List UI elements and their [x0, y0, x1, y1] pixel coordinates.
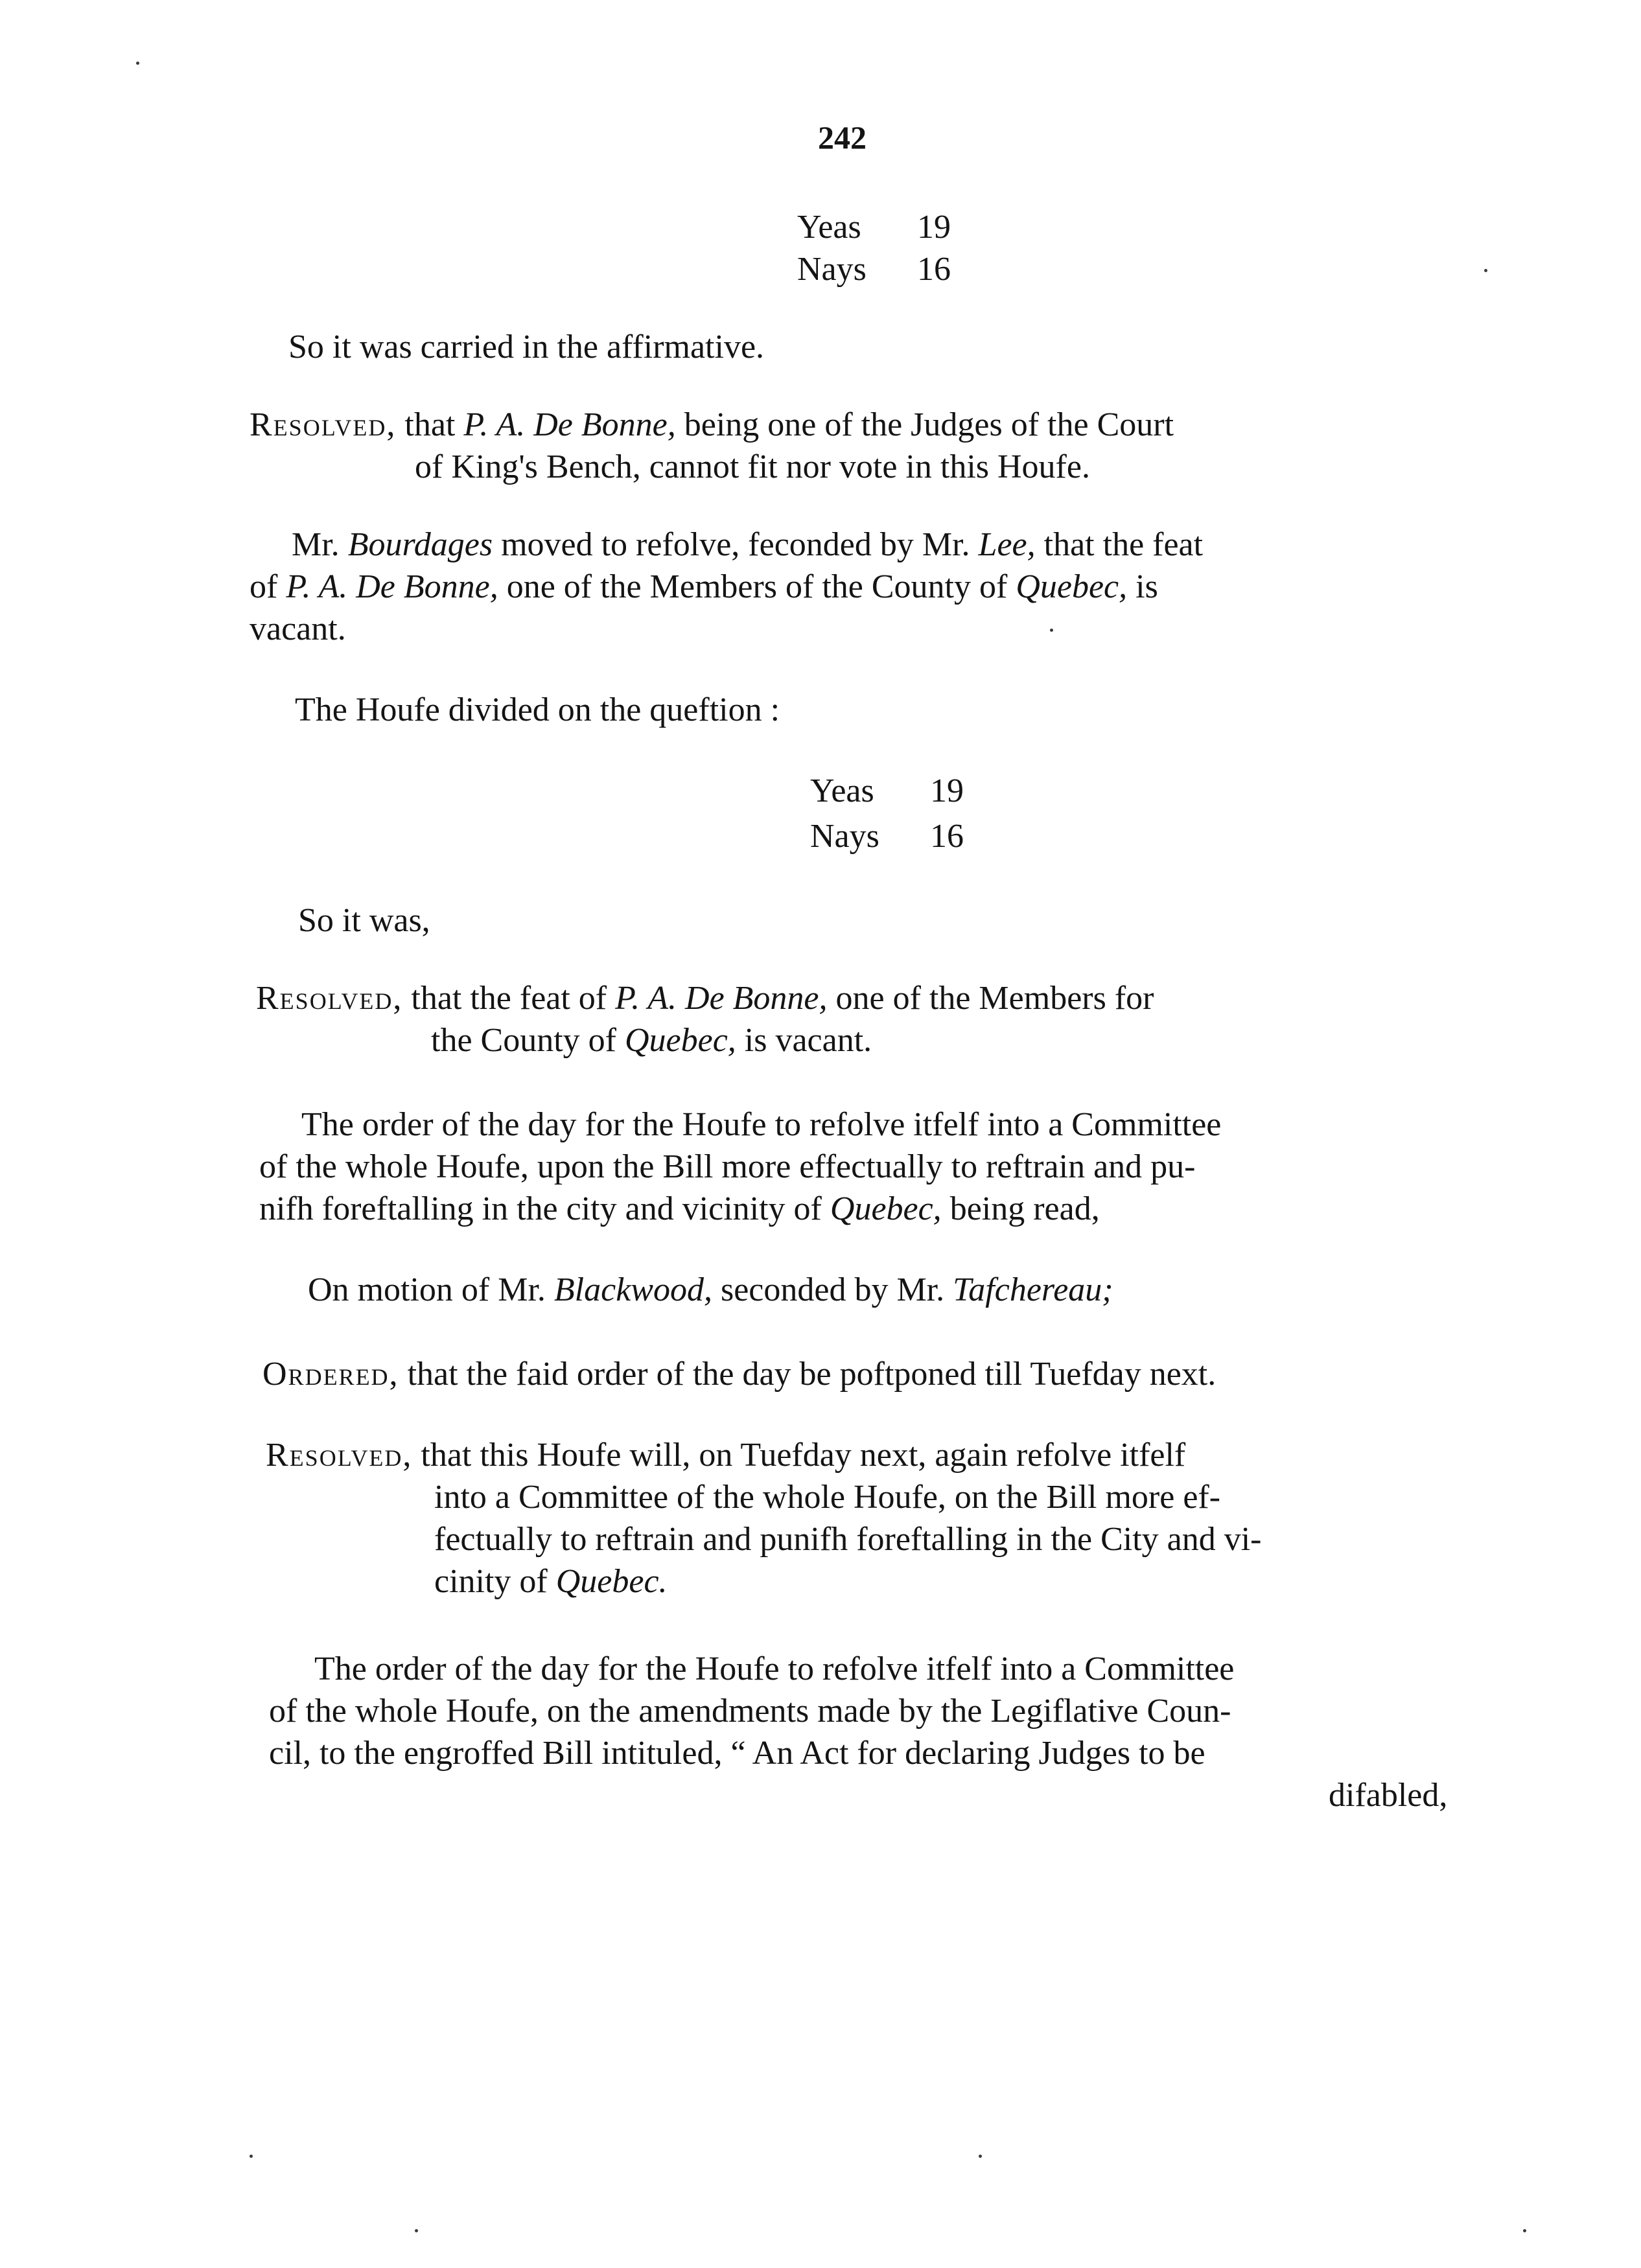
scan-speck — [136, 62, 139, 65]
order-2-line-1: The order of the day for the Houfe to refolve itfelf into a Committee — [314, 1650, 1235, 1687]
resolution-2-line-1 — [256, 982, 1154, 1015]
motion-2 — [308, 1273, 1113, 1307]
person-name: Blackwood, — [553, 1271, 712, 1308]
resolution-1-line-1 — [250, 408, 1174, 442]
yeas-label: Yeas — [797, 209, 861, 246]
text-run: one of the Members for — [827, 980, 1154, 1017]
ordered-statement — [262, 1358, 1216, 1391]
resolution-2-line-2 — [431, 1024, 872, 1058]
place-name: Quebec, — [830, 1190, 942, 1227]
resolution-3-line-3: fectually to reftrain and punifh foreftalling in the City and vi- — [434, 1521, 1262, 1558]
person-name: P. A. De Bonne, — [463, 406, 676, 443]
text-run: the County of — [431, 1022, 625, 1059]
ordered-keyword: Ordered, — [262, 1356, 399, 1393]
person-name: P. A. De Bonne, — [286, 568, 498, 605]
resolved-keyword: Resolved, — [266, 1437, 413, 1474]
text-run: nifh foreftalling in the city and vicinity of — [259, 1190, 830, 1227]
text-run: seconded by Mr. — [712, 1271, 953, 1308]
person-name: Bourdages — [347, 526, 493, 563]
text-run: On motion of Mr. — [308, 1271, 554, 1308]
scan-speck — [1050, 629, 1053, 632]
scan-speck — [415, 2229, 418, 2232]
place-name: Quebec, — [1016, 568, 1128, 605]
carried-statement: So it was carried in the affirmative. — [288, 329, 765, 365]
text-run: is — [1127, 568, 1158, 605]
order-2-line-3: cil, to the engroffed Bill intituled, “ An Act for declaring Judges to be — [269, 1735, 1205, 1772]
resolution-3-line-1 — [266, 1439, 1185, 1472]
order-1-line-2: of the whole Houfe, upon the Bill more effectually to reftrain and pu- — [259, 1148, 1196, 1185]
text-run: one of the Members of the County of — [498, 568, 1016, 605]
scan-speck — [1484, 269, 1487, 272]
nays-label: Nays — [797, 251, 867, 288]
text-run: Mr. — [292, 526, 348, 563]
text-run: that — [396, 406, 464, 443]
division-statement: The Houfe divided on the queftion : — [295, 691, 780, 728]
scan-speck — [1523, 2229, 1526, 2232]
person-name: Lee, — [978, 526, 1036, 563]
yeas-label: Yeas — [810, 772, 874, 809]
order-1-line-1: The order of the day for the Houfe to refolve itfelf into a Committee — [301, 1106, 1222, 1143]
text-run: is vacant. — [736, 1022, 872, 1059]
text-run: cinity of — [434, 1563, 556, 1600]
text-run: being one of the Judges of the Court — [675, 406, 1174, 443]
text-run: being read, — [941, 1190, 1100, 1227]
yeas-count: 19 — [917, 209, 951, 246]
person-name: P. A. De Bonne, — [615, 980, 828, 1017]
resolution-3-line-2: into a Committee of the whole Houfe, on the Bill more ef- — [434, 1479, 1221, 1516]
text-run: that this Houfe will, on Tuefday next, again refolve itfelf — [412, 1437, 1186, 1474]
text-run: moved to refolve, feconded by Mr. — [493, 526, 979, 563]
catchword: difabled, — [1329, 1777, 1448, 1814]
nays-label: Nays — [810, 818, 879, 855]
order-2-line-2: of the whole Houfe, on the amendments made by the Legiflative Coun- — [269, 1693, 1231, 1730]
scan-speck — [250, 2155, 253, 2158]
motion-1-line-2 — [250, 570, 1158, 604]
page-number: 242 — [818, 119, 867, 156]
text-run: that the feat of — [402, 980, 616, 1017]
text-run: of — [250, 568, 286, 605]
resolution-3-line-4 — [434, 1565, 668, 1599]
resolved-keyword: Resolved, — [250, 406, 397, 443]
yeas-count: 19 — [930, 772, 964, 809]
scan-speck — [979, 2155, 982, 2158]
place-name: Quebec. — [555, 1563, 668, 1600]
nays-count: 16 — [930, 818, 964, 855]
text-run: that the feat — [1035, 526, 1204, 563]
resolved-keyword: Resolved, — [256, 980, 403, 1017]
resolution-1-line-2: of King's Bench, cannot fit nor vote in this Houfe. — [415, 448, 1090, 485]
order-1-line-3 — [259, 1192, 1100, 1226]
person-name: Tafchereau; — [953, 1271, 1113, 1308]
motion-1-line-1 — [292, 528, 1203, 562]
so-it-was-statement: So it was, — [298, 902, 430, 939]
motion-1-line-3: vacant. — [250, 610, 346, 647]
place-name: Quebec, — [624, 1022, 736, 1059]
nays-count: 16 — [917, 251, 951, 288]
text-run: that the faid order of the day be poftponed till Tuefday next. — [399, 1356, 1216, 1393]
